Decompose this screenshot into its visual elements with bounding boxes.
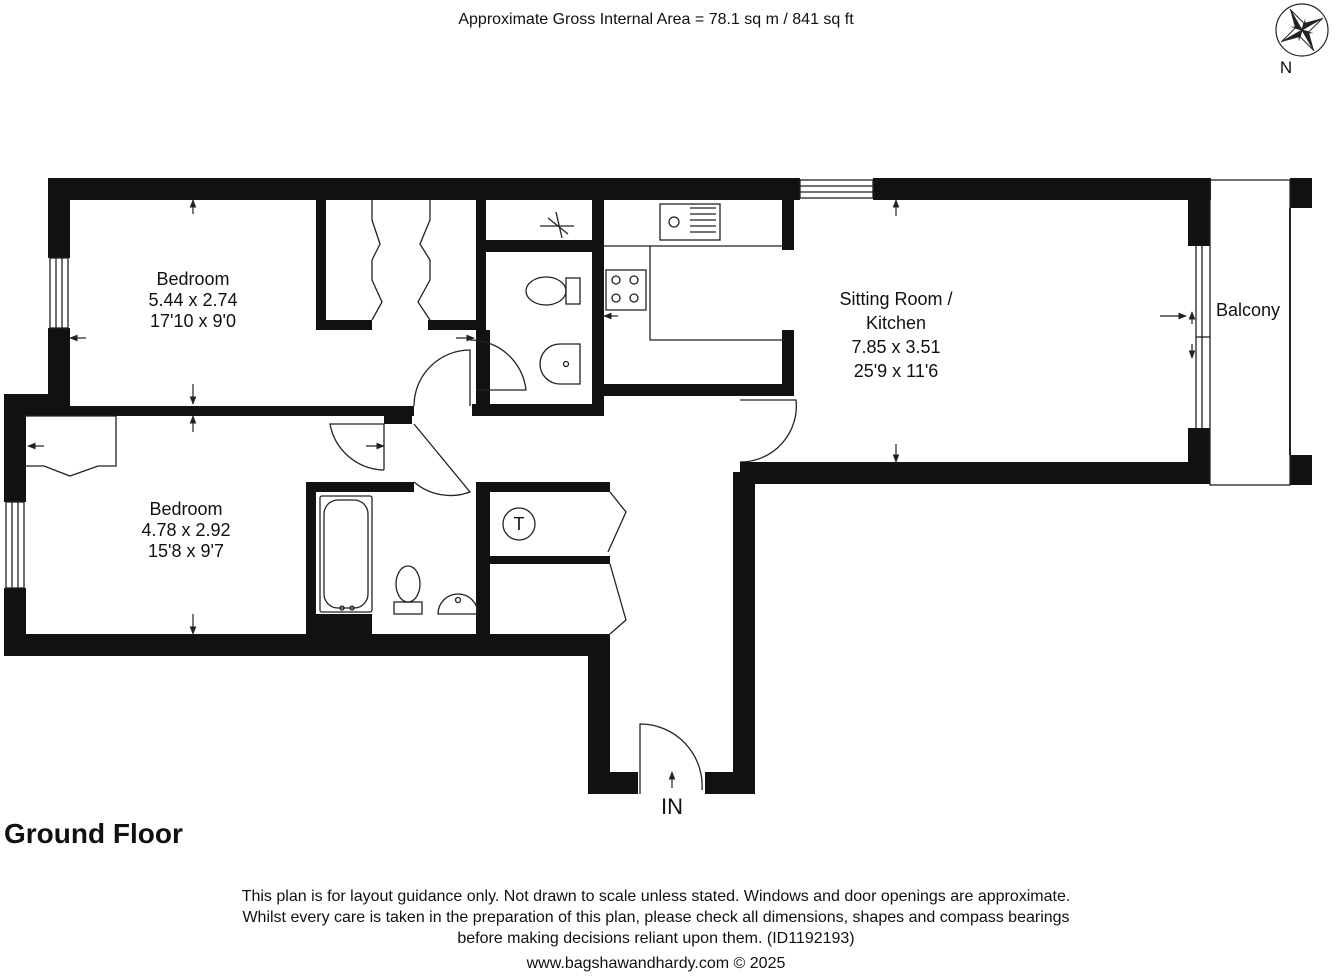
hob [606,270,646,310]
bath [320,496,372,612]
cupboard-label: T [513,514,525,534]
room-dim-m: 7.85 x 3.51 [851,337,941,357]
shower-divider [486,240,592,252]
entry-wall-right [705,772,755,794]
room-sitting-kitchen [839,287,952,383]
door-bedroom2 [330,424,384,470]
bathroom-left-wall [306,482,316,654]
disclaimer-line3: before making decisions reliant upon them. (ID1192193) [457,930,855,947]
wardrobe-left [316,200,326,330]
door-cupboard-top [608,492,626,552]
door-entrance [640,724,702,790]
bedroom2-left-wall [4,394,26,502]
north-label: N [1279,58,1293,77]
wardrobe-bottom-left [316,320,372,330]
wc1 [526,277,566,305]
bathroom-bottom-inner [316,614,372,634]
cupboard-top-wall [476,482,610,492]
sitting-right-wall-bottom [1188,428,1210,484]
kitchen-wall-right-bottom [782,330,794,396]
compass-icon [1276,4,1328,56]
window-top [800,180,873,198]
sitting-bottom-wall [740,462,1210,484]
bedroom1-left-wall [48,178,70,258]
door-bathroom [414,424,470,496]
room-bedroom1 [148,269,237,332]
room-name-line1: Sitting Room / [839,289,953,309]
room-dim-ft: 17'10 x 9'0 [150,311,236,331]
room-name: Bedroom [149,499,223,519]
door-cupboard-bottom [610,564,626,634]
top-wall-right [873,178,1211,200]
room-dim-m: 4.78 x 2.92 [141,520,231,540]
bathroom-top-wall [306,482,414,492]
bedroom1-bottom-wall [48,406,414,416]
balcony-post-top [1290,178,1312,208]
door-bedroom1 [414,350,470,406]
room-name-line2: Kitchen [865,313,927,333]
sitting-right-wall-top [1188,178,1210,246]
wc1-cistern [566,278,580,304]
entrance-label: IN [661,794,683,819]
room-balcony: Balcony [1215,300,1281,320]
website-link[interactable]: www.bagshawandhardy.com © 2025 [526,955,786,972]
hall-left-wall [588,634,610,794]
balcony-outline [1210,180,1290,485]
cupboard-middle-wall [490,556,610,564]
room-name: Bedroom [156,269,230,289]
top-wall [48,178,800,200]
shower-room-bottom [472,404,604,416]
bedroom1-left-wall-lower [48,328,70,396]
bedroom2-top-wall-right [384,414,412,424]
hall-right-wall [733,472,755,794]
gross-area-text: Approximate Gross Internal Area = 78.1 sq m / 841 sq ft [458,11,854,28]
floor-title: Ground Floor [4,818,183,849]
shower-room-right [592,200,604,416]
wc2 [396,566,420,602]
balcony-post-bottom [1290,455,1312,485]
wardrobe-right [476,200,486,340]
window-bedroom1 [50,258,68,328]
window-bedroom2 [6,502,24,588]
room-dim-ft: 25'9 x 11'6 [853,361,939,381]
doors [26,200,796,794]
room-dim-ft: 15'8 x 9'7 [148,541,224,561]
entry-wall-left [588,772,638,794]
kitchen-wall-right-top [782,200,794,250]
room-dim-m: 5.44 x 2.74 [148,290,238,310]
disclaimer-line1: This plan is for layout guidance only. Not drawn to scale unless stated. Windows and door openings are approximate. [241,888,1071,905]
disclaimer [242,886,1071,949]
cupboard-left-wall [476,482,490,654]
kitchen-bottom-wall [592,384,792,396]
shower-head [540,212,574,238]
room-bedroom2 [141,499,230,562]
door-kitchen [740,400,796,462]
disclaimer-line2: Whilst every care is taken in the preparation of this plan, please check all dimensions, shapes and compass bearings [242,909,1070,926]
basin1 [540,344,580,384]
